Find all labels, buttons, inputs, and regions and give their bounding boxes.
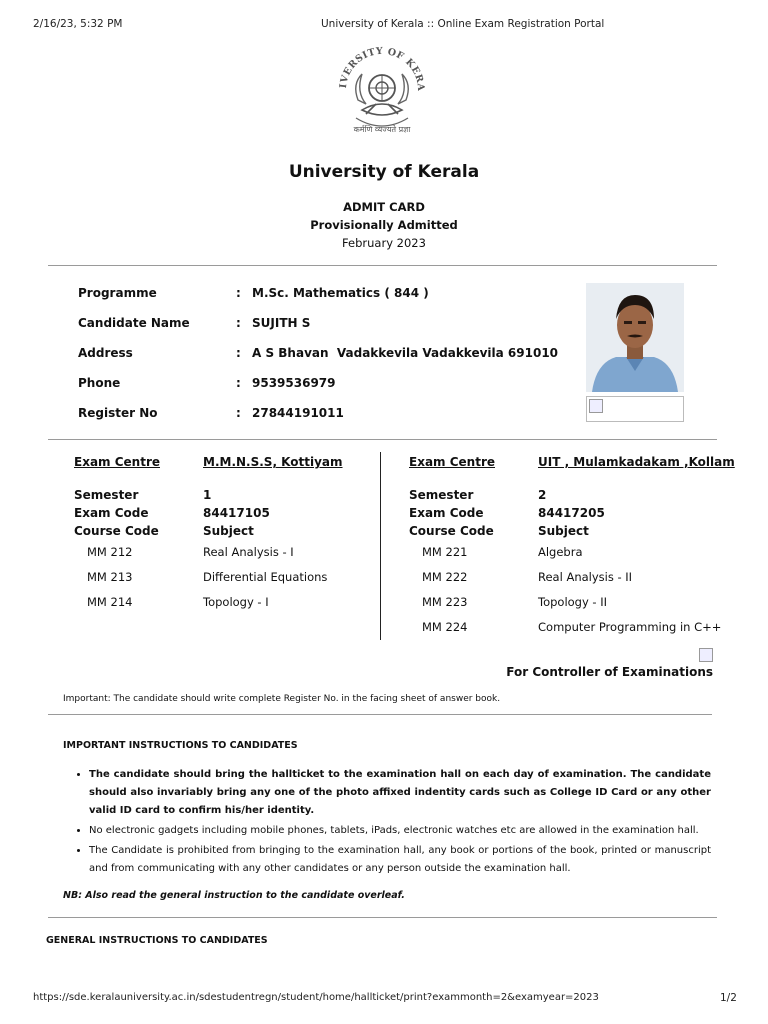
exam-centre-2: Exam Centre UIT , Mulamkadakam ,Kollam Semester 2 Exam Code 84417205 Course Code Subject MM 221 Algebra MM 222 Real Analysis - II MM 223 Topology - II MM 224 Computer Programming in C++ (409, 455, 735, 634)
exam-centre-label: Exam Centre (74, 455, 160, 469)
candidate-name-value: SUJITH S (252, 316, 311, 330)
course-code: MM 212 (87, 545, 133, 559)
divider (48, 439, 717, 440)
page-count: 1/2 (720, 992, 737, 1004)
exam-centre-1: Exam Centre M.M.N.S.S, Kottiyam Semester 1 Exam Code 84417105 Course Code Subject MM 212 Real Analysis - I MM 213 Differential Equations MM 214 Topology - I (74, 455, 343, 609)
course-subject: Topology - II (538, 595, 608, 609)
svg-text:कर्मणि व्यज्यते प्रज्ञा: कर्मणि व्यज्यते प्रज्ञा (353, 125, 411, 134)
exam-centre-value: M.M.N.S.S, Kottiyam (203, 455, 343, 469)
broken-image-icon (589, 399, 603, 413)
address-value: A S Bhavan Vadakkevila Vadakkevila 691010 (252, 346, 559, 360)
course-subject: Real Analysis - II (538, 570, 633, 584)
course-code: MM 214 (87, 595, 133, 609)
course-subject: Algebra (538, 545, 583, 559)
print-datetime: 2/16/23, 5:32 PM (33, 18, 123, 30)
course-subject: Differential Equations (203, 570, 328, 584)
instruction-item: • The Candidate is prohibited from bringing to the examination hall, any book or portions of the book, printed or manuscript and from communicating with any other candidates or any person outside the examination hall. (89, 842, 711, 878)
university-seal-logo (332, 44, 432, 140)
general-instructions-title: GENERAL INSTRUCTIONS TO CANDIDATES (46, 935, 268, 946)
exam-session: February 2023 (342, 236, 426, 250)
instruction-item: • The candidate should bring the hallticket to the examination hall on each day of examination. The candidate should also invariably bring any one of the photo affixed indentity cards such as College ID Card or any other valid ID card to confirm his/her identity. (89, 766, 711, 820)
course-code: MM 224 (422, 620, 468, 634)
course-subject: Real Analysis - I (203, 545, 294, 559)
exam-centre-value: UIT , Mulamkadakam ,Kollam (538, 455, 735, 469)
course-code: MM 213 (87, 570, 133, 584)
admit-card-heading: ADMIT CARD (343, 200, 425, 214)
divider (48, 265, 717, 266)
controller-label: For Controller of Examinations (506, 665, 713, 679)
address-label: Address (78, 346, 133, 360)
print-page-title: University of Kerala :: Online Exam Registration Portal (321, 18, 605, 30)
exam-code-value: 84417105 (203, 506, 270, 520)
course-code: MM 222 (422, 570, 468, 584)
print-url: https://sde.keralauniversity.ac.in/sdestudentregn/student/home/hallticket/print?exammonth=2&examyear=2023 (33, 992, 599, 1003)
exam-centre-label: Exam Centre (409, 455, 495, 469)
phone-value: 9539536979 (252, 376, 336, 390)
university-title: University of Kerala (288, 162, 480, 182)
course-subject: Topology - I (203, 595, 269, 609)
programme-label: Programme (78, 286, 157, 300)
exam-code-value: 84417205 (538, 506, 605, 520)
instruction-item: • No electronic gadgets including mobile phones, tablets, iPads, electronic watches etc are allowed in the examination hall. (89, 822, 711, 840)
semester-value: 1 (203, 488, 212, 502)
candidate-photo (586, 283, 684, 392)
signature-image (586, 396, 684, 422)
candidate-name-label: Candidate Name (78, 316, 190, 330)
semester-value: 2 (538, 488, 547, 502)
svg-text:UNIVERSITY OF KERALA: IVERSITY OF KERA (337, 45, 427, 92)
column-divider (380, 452, 381, 640)
phone-label: Phone (78, 376, 121, 390)
divider (48, 917, 717, 918)
programme-value: M.Sc. Mathematics ( 844 ) (252, 286, 429, 300)
register-no-value: 27844191011 (252, 406, 344, 420)
controller-signature-image (699, 648, 713, 662)
course-subject: Computer Programming in C++ (538, 620, 722, 634)
register-no-label: Register No (78, 406, 158, 420)
admission-status: Provisionally Admitted (310, 218, 458, 232)
course-code: MM 223 (422, 595, 468, 609)
instructions-title: IMPORTANT INSTRUCTIONS TO CANDIDATES (63, 740, 298, 751)
important-note: Important: The candidate should write complete Register No. in the facing sheet of answer book. (63, 694, 501, 704)
course-code: MM 221 (422, 545, 468, 559)
nb-note: NB: Also read the general instruction to the candidate overleaf. (63, 890, 405, 901)
instructions-list (89, 766, 711, 880)
divider (48, 714, 712, 715)
